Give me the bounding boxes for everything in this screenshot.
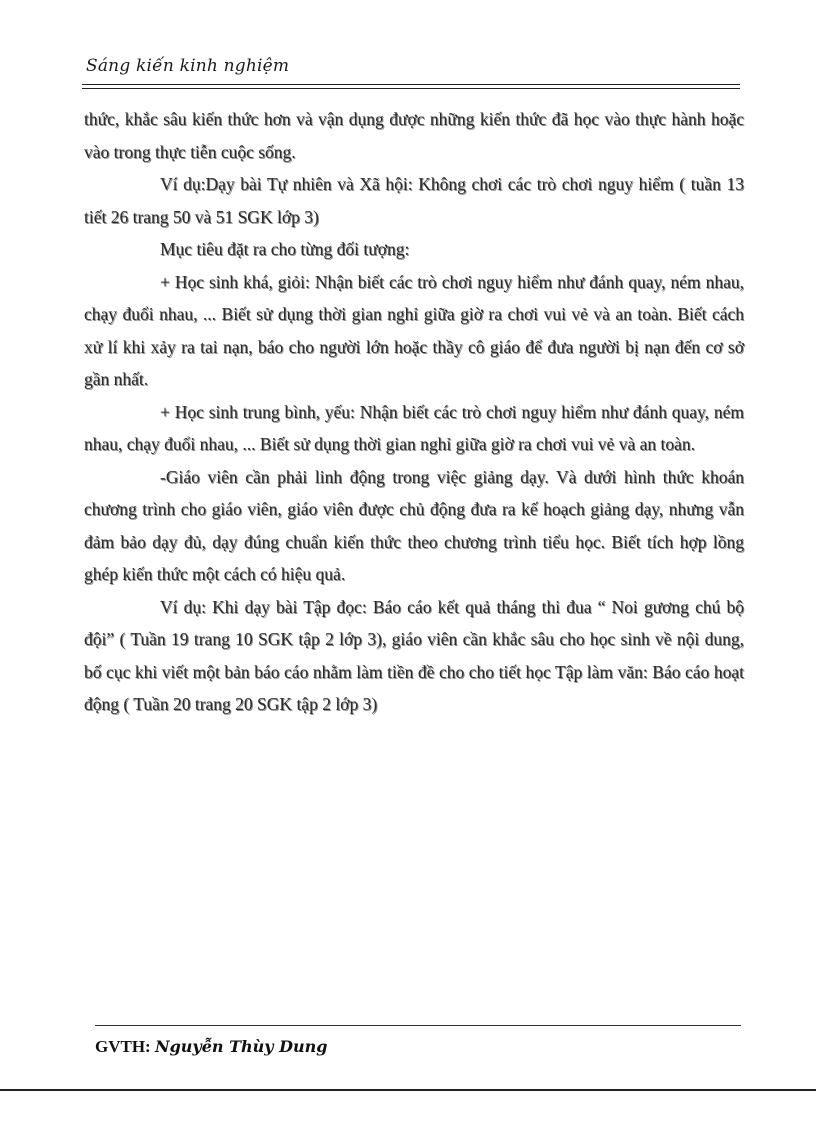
paragraph: Ví dụ:Dạy bài Tự nhiên và Xã hội: Không chơi các trò chơi nguy hiểm ( tuần 13 tiết 26 trang 50 và 51 SGK lớp 3) xyxy=(84,174,744,227)
footer-author: Nguyễn Thùy Dung xyxy=(154,1037,328,1056)
paragraph: thức, khắc sâu kiến thức hơn và vận dụng được những kiến thức đã học vào thực hành hoặc vào trong thực tiễn cuộc sống. xyxy=(84,109,744,162)
paragraph: -Giáo viên cần phải linh động trong việc giảng dạy. Và dưới hình thức khoán chương trình cho giáo viên, giáo viên được chủ động đưa ra kế hoạch giảng dạy, nhưng vẫn đảm bảo dạy đủ, dạy đúng chuẩn kiến thức theo chương trình tiểu học. Biết tích hợp lồng ghép kiến thức một cách có hiệu quả. xyxy=(84,466,744,584)
paragraph: Ví dụ: Khi dạy bài Tập đọc: Báo cáo kết quả tháng thi đua “ Noi gương chú bộ đội” ( Tuần 19 trang 10 SGK tập 2 lớp 3), giáo viên cần khắc sâu cho học sinh về nội dung, bố cục khi viết một bản báo cáo nhằm làm tiền đề cho cho tiết học Tập làm văn: Báo cáo hoạt động ( Tuần 20 trang 20 SGK tập 2 lớp 3) xyxy=(84,596,744,714)
page-bottom-divider xyxy=(0,1089,816,1091)
paragraph: + Học sinh trung bình, yếu: Nhận biết các trò chơi nguy hiểm như đánh quay, ném nhau, chạy đuổi nhau, ... Biết sử dụng thời gian nghỉ giữa giờ ra chơi vui vẻ và an toàn. xyxy=(84,401,744,454)
footer-label: GVTH: xyxy=(95,1037,151,1056)
footer xyxy=(95,1037,327,1057)
header-divider xyxy=(82,88,740,89)
document-body xyxy=(84,103,744,721)
header-title: Sáng kiến kinh nghiệm xyxy=(86,56,290,76)
paragraph: + Học sinh khá, giỏi: Nhận biết các trò chơi nguy hiểm như đánh quay, ném nhau, chạy đuổi nhau, ... Biết sử dụng thời gian nghỉ giữa giờ ra chơi vui vẻ và an toàn. Biết cách xử lí khi xảy ra tai nạn, báo cho người lớn hoặc thầy cô giáo để đưa người bị nạn đến cơ sở gần nhất. xyxy=(84,271,744,389)
header-divider xyxy=(82,84,740,85)
paragraph: Mục tiêu đặt ra cho từng đối tượng: xyxy=(160,239,410,259)
footer-divider xyxy=(95,1025,741,1026)
